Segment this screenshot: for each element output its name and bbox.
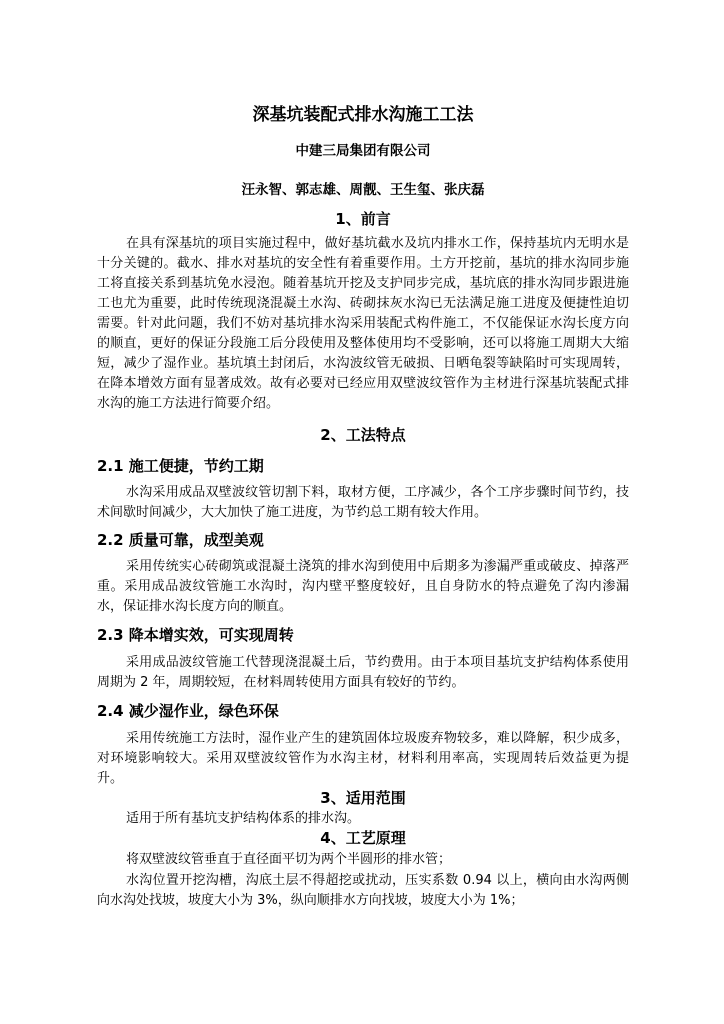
section-paragraph-principle-2: 水沟位置开挖沟槽，沟底土层不得超挖或扰动，压实系数 0.94 以上，横向由水沟两侧向水沟处找坡，坡度大小为 3%，纵向顺排水方向找坡，坡度大小为 1%； — [97, 873, 629, 908]
author-list: 汪永智、郭志雄、周靓、王生玺、张庆磊 — [241, 182, 485, 198]
organization-name: 中建三局集团有限公司 — [295, 143, 431, 159]
subsection-paragraph-2-2: 采用传统实心砖砌筑或混凝土浇筑的排水沟到使用中后期多为渗漏严重或破皮、掉落严重。采用成品波纹管施工水沟时，沟内壁平整度较好，且自身防水的特点避免了沟内渗漏水，保证排水沟长度方向的顺直。 — [97, 559, 629, 614]
subsection-heading-2-4: 2.4 减少湿作业，绿色环保 — [97, 702, 279, 720]
document-title: 深基坑装配式排水沟施工工法 — [252, 105, 474, 125]
section-paragraph-scope: 适用于所有基坑支护结构体系的排水沟。 — [126, 811, 361, 826]
section-paragraph-preface: 在具有深基坑的项目实施过程中，做好基坑截水及坑内排水工作，保持基坑内无明水是十分关键的。截水、排水对基坑的安全性有着重要作用。土方开挖前，基坑的排水沟同步施工将直接关系到基坑免水浸泡。随着基坑开挖及支护同步完成，基坑底的排水沟同步跟进施工也尤为重要，此时传统现浇混凝土水沟、砖砌抹灰水沟已无法满足施工进度及便捷性迫切需要。针对此问题，我们不妨对基坑排水沟采用装配式构件施工，不仅能保证水沟长度方向的顺直，更好的保证分段施工后分段使用及整体使用均不受影响，还可以将施工周期大大缩短，减少了湿作业。基坑填土封闭后，水沟波纹管无破损、日晒龟裂等缺陷时可实现周转，在降本增效方面有显著成效。故有必要对已经应用双壁波纹管作为主材进行深基坑装配式排水沟的施工方法进行简要介绍。 — [97, 236, 629, 411]
section-heading-principle: 4、工艺原理 — [320, 829, 406, 847]
subsection-paragraph-2-4: 采用传统施工方法时，湿作业产生的建筑固体垃圾废弃物较多，难以降解，积少成多，对环境影响较大。采用双壁波纹管作为水沟主材，材料利用率高，实现周转后效益更为提升。 — [97, 731, 629, 786]
subsection-heading-2-2: 2.2 质量可靠，成型美观 — [97, 531, 264, 549]
section-heading-preface: 1、前言 — [335, 210, 391, 228]
subsection-heading-2-1: 2.1 施工便捷，节约工期 — [97, 457, 264, 475]
section-paragraph-principle-1: 将双壁波纹管垂直于直径面平切为两个半圆形的排水管； — [126, 852, 452, 867]
section-heading-scope: 3、适用范围 — [320, 789, 406, 807]
subsection-paragraph-2-1: 水沟采用成品双壁波纹管切割下料，取材方便，工序减少，各个工序步骤时间节约，技术间歇时间减少，大大加快了施工进度，为节约总工期有较大作用。 — [97, 485, 629, 520]
subsection-paragraph-2-3: 采用成品波纹管施工代替现浇混凝土后，节约费用。由于本项目基坑支护结构体系使用周期为 2 年，周期较短，在材料周转使用方面具有较好的节约。 — [97, 655, 629, 690]
subsection-heading-2-3: 2.3 降本增实效，可实现周转 — [97, 626, 294, 644]
section-heading-features: 2、工法特点 — [320, 426, 406, 444]
